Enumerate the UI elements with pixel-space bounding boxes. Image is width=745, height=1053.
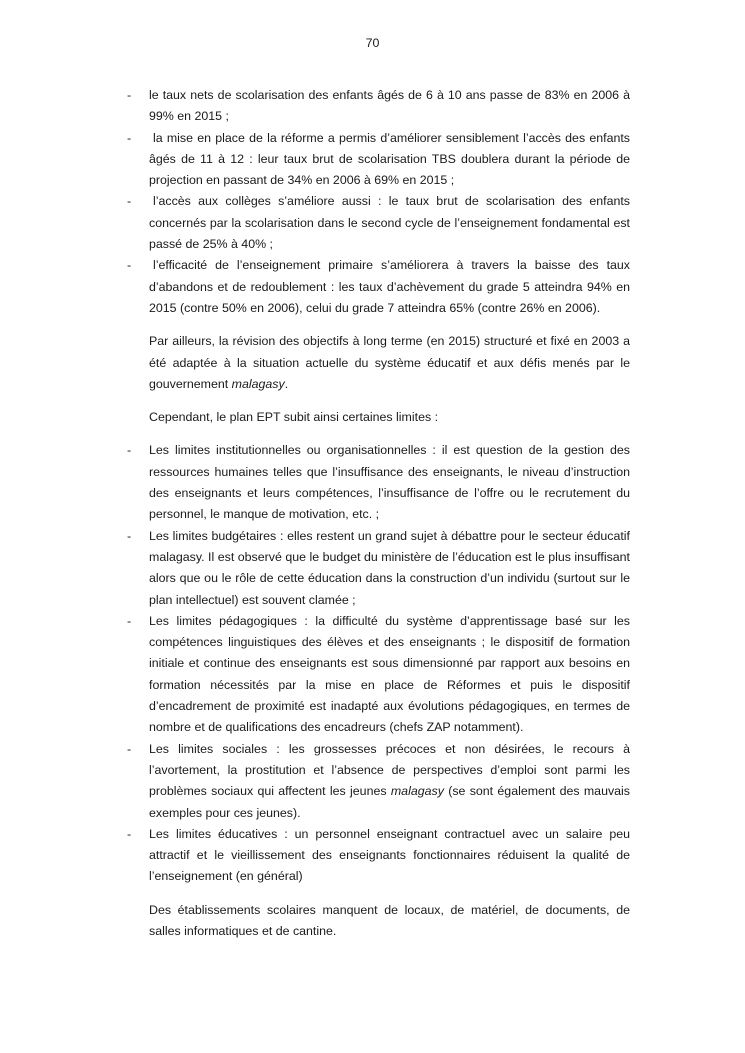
bullet-item-pedagogical-limits (127, 611, 630, 739)
bullet-item-efficiency (127, 255, 630, 319)
bullet-text: Les limites éducatives : un personnel enseignant contractuel avec un salaire peu attractif et le vieillissement des enseignants fonctionnaires réduisent la qualité de l’enseignement (en général) (149, 826, 630, 884)
paragraph-limits-intro: Cependant, le plan EPT subit ainsi certaines limites : (149, 410, 439, 425)
bullet-item-net-enrollment (127, 85, 630, 128)
social-text-start: Les limites sociales : les grossesses précoces et non désirées, le recours à l’avortement, la prostitution et l’absence de perspectives d’emploi sont parmi les problèmes sociaux qui affectent les jeunes (149, 741, 630, 799)
bullet-text: la mise en place de la réforme a permis d’améliorer sensiblement l’accès des enfants âgés de 11 à 12 : leur taux brut de scolarisation TBS doublera durant la période de projection en passant de 34% en 2006 à 69% en 2015 ; (149, 130, 630, 188)
bullet-text: l’accès aux collèges s’améliore aussi : le taux brut de scolarisation des enfants concernés par la scolarisation dans le second cycle de l’enseignement fondamental est passé de 25% à 40% ; (149, 194, 630, 252)
bullet-item-budget-limits (127, 526, 630, 611)
bullet-text: le taux nets de scolarisation des enfants âgés de 6 à 10 ans passe de 83% en 2006 à 99% en 2015 ; (149, 88, 630, 124)
bullet-dash: - (127, 826, 132, 841)
bullet-item-colleges (127, 191, 630, 255)
bullet-dash: - (127, 443, 132, 458)
paragraph-revision-end: . (284, 376, 289, 391)
bullet-item-social-limits (127, 739, 630, 824)
bullet-dash: - (127, 258, 132, 273)
page-number: 70 (365, 36, 380, 50)
bullet-item-educational-limits (127, 824, 630, 888)
italic-malagasy: malagasy (231, 376, 285, 391)
bullet-dash: - (127, 88, 132, 102)
bullet-item-institutional-limits (127, 440, 630, 525)
social-text-end: (se sont également des mauvais exemples pour ces jeunes). (149, 784, 630, 820)
bullet-text (149, 742, 630, 820)
bullet-dash: - (127, 194, 132, 209)
paragraph-revision (149, 331, 630, 395)
bullet-dash: - (127, 130, 132, 145)
bullet-item-reform (127, 128, 630, 192)
document-body (127, 85, 630, 942)
bullet-text: Les limites pédagogiques : la difficulté du système d’apprentissage basé sur les compétences linguistiques des élèves et des enseignants ; le dispositif de formation initiale et continue des enseignants est sous dimensionné par rapport aux besoins en formation nécessités par la mise en place de Réformes et puis le dispositif d’encadrement de proximité est inadapté aux évolutions pédagogiques, en termes de nombre et de qualifications des encadreurs (chefs ZAP notamment). (149, 613, 630, 735)
italic-malagasy: malagasy (390, 784, 444, 799)
bullet-text: Les limites institutionnelles ou organisationnelles : il est question de la gestion des ressources humaines telles que l’insuffisance des enseignants, le niveau d’instruction des enseignants et leurs compétences, l’insuffisance de l’offre ou le recrutement du personnel, le manque de motivation, etc. ; (149, 443, 630, 522)
bullet-dash: - (127, 741, 132, 756)
bullet-text: Les limites budgétaires : elles restent un grand sujet à débattre pour le secteur éducatif malagasy. Il est observé que le budget du ministère de l’éducation est le plus insuffisant alors que ou le rôle de cette éducation dans la construction d’un individu (surtout sur le plan intellectuel) est souvent clamée ; (149, 528, 630, 607)
paragraph-revision-text: Par ailleurs, la révision des objectifs à long terme (en 2015) structuré et fixé en 2003 a été adaptée à la situation actuelle du système éducatif et aux défis menés par le gouvernement (149, 334, 630, 391)
bullet-text: l’efficacité de l’enseignement primaire s’améliorera à travers la baisse des taux d’abandons et de redoublement : les taux d’achèvement du grade 5 atteindra 94% en 2015 (contre 50% en 2006), celui du grade 7 atteindra 65% (contre 26% en 2006). (149, 258, 630, 315)
bullet-dash: - (127, 613, 132, 628)
bullet-dash: - (127, 528, 132, 543)
paragraph-final: Des établissements scolaires manquent de locaux, de matériel, de documents, de salles informatiques et de cantine. (149, 902, 630, 938)
